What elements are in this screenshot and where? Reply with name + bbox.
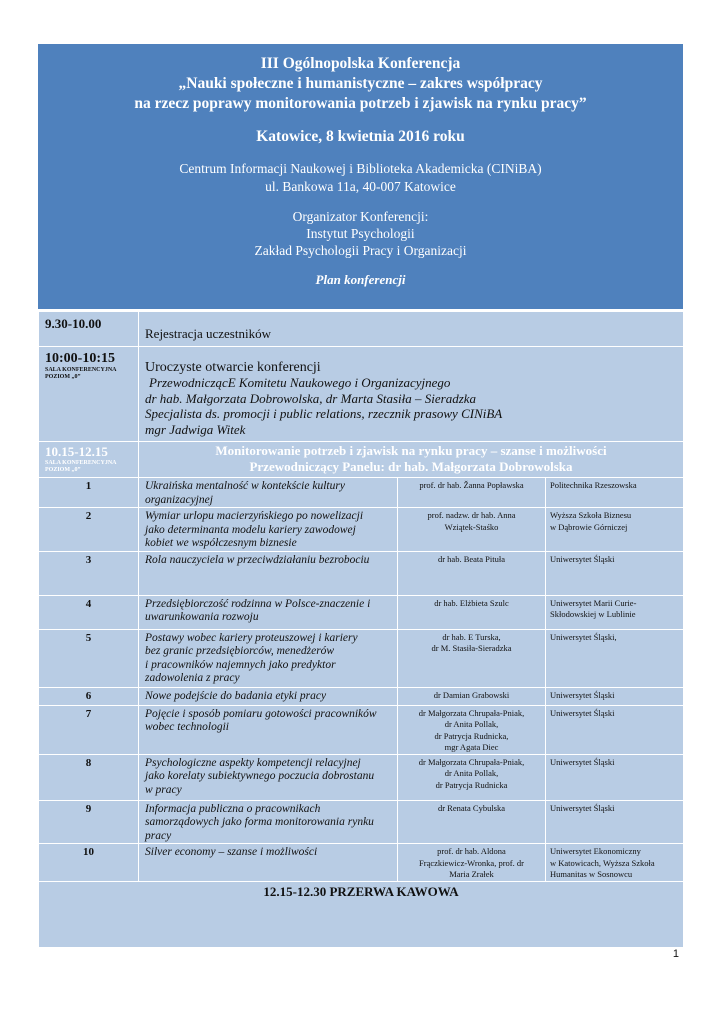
talk-authors [398, 705, 546, 754]
title-line: „Nauki społeczne i humanistyczne – zakres współpracy [178, 75, 543, 92]
talk-authors [398, 595, 546, 629]
session-title [139, 442, 684, 478]
talk-institution-line: Uniwersytet Śląski [550, 756, 615, 767]
registration-text: Rejestracja uczestników [139, 312, 684, 347]
venue-line: Centrum Informacji Naukowej i Biblioteka Akademicka (CINiBA) [179, 161, 542, 176]
venue-line: ul. Bankowa 11a, 40-007 Katowice [265, 179, 456, 194]
organizer [38, 208, 683, 259]
session-chair: Przewodniczący Panelu: dr hab. Małgorzata Dobrowolska [249, 459, 573, 474]
talk-number: 3 [39, 551, 139, 595]
talk-institution [546, 478, 684, 508]
time-cell [39, 312, 139, 347]
talk-row [39, 595, 684, 629]
talk-topic-line: w pracy [145, 783, 182, 796]
talk-institution [546, 705, 684, 754]
talk-authors [398, 754, 546, 800]
talk-topic [139, 844, 398, 882]
talk-topic [139, 478, 398, 508]
talk-topic-line: wobec technologii [145, 721, 229, 733]
talk-institution-line: Humanitas w Sosnowcu [550, 869, 633, 879]
talk-row [39, 629, 684, 687]
talk-institution-line: Uniwersytet Śląski, [550, 631, 617, 642]
talk-topic-line: bez granic przedsiębiorców, menedżerów [145, 645, 335, 657]
talk-topic [139, 800, 398, 844]
talk-topic-line: organizacyjnej [145, 493, 213, 506]
conference-program [38, 44, 683, 948]
talk-topic-line: Przedsiębiorczość rodzinna w Polsce-znaczenie i [145, 597, 371, 610]
talk-institution [546, 551, 684, 595]
talk-topic-line: Ukraińska mentalność w kontekście kultury [145, 480, 345, 492]
opening-chairs: dr hab. Małgorzata Dobrowolska, dr Marta Stasiła – Sieradzka [145, 390, 477, 406]
talk-row [39, 687, 684, 705]
opening-title: Uroczyste otwarcie konferencji [145, 359, 321, 375]
talk-authors-line: dr Renata Cybulska [437, 802, 506, 813]
talk-topic-line: Wymiar urlopu macierzyńskiego po nowelizacji [145, 510, 364, 522]
talk-institution [546, 687, 684, 705]
talk-institution-line: Uniwersytet Śląski [550, 707, 615, 718]
registration-row [39, 312, 684, 347]
time-label: 10:00-10:15 [45, 350, 115, 366]
talk-institution-line: w Katowicach, Wyższa Szkoła [550, 857, 655, 868]
talk-authors [398, 800, 546, 844]
talk-topic-line: samorządowych jako forma monitorowania rynku [145, 816, 374, 828]
talk-institution-line: Politechnika Rzeszowska [550, 480, 637, 490]
break-label: 12.15-12.30 PRZERWA KAWOWA [39, 881, 684, 947]
plan-label: Plan konferencji [315, 272, 406, 287]
talk-topic-line: Psychologiczne aspekty kompetencji relacyjnej [145, 756, 361, 769]
talk-institution-line: Wyższa Szkoła Biznesu [550, 510, 632, 520]
talk-authors [398, 844, 546, 882]
break-row [39, 881, 684, 947]
talk-authors-line: Maria Zrałek [449, 869, 494, 879]
talk-number: 2 [39, 508, 139, 552]
talk-topic [139, 551, 398, 595]
session-row [39, 442, 684, 478]
talk-institution [546, 508, 684, 552]
opening-description [139, 346, 684, 442]
talk-topic-line: Nowe podejście do badania etyki pracy [145, 689, 327, 702]
talk-row [39, 478, 684, 508]
talk-row [39, 551, 684, 595]
talk-row [39, 844, 684, 882]
room-label: POZIOM „0” [45, 373, 81, 380]
talk-topic [139, 705, 398, 754]
talk-institution-line: Uniwersytet Śląski [550, 689, 615, 700]
talk-authors-line: dr Anita Pollak, [444, 719, 499, 729]
page-number: 1 [672, 948, 679, 960]
talk-topic-line: Rola nauczyciela w przeciwdziałaniu bezrobociu [145, 553, 370, 566]
organizer-line: Organizator Konferencji: [292, 209, 429, 224]
time-label: 9.30-10.00 [45, 316, 102, 331]
talk-topic-line: jako determinanta modelu kariery zawodowej [145, 523, 356, 536]
talk-row [39, 754, 684, 800]
time-label: 10.15-12.15 [45, 444, 108, 459]
conference-date: Katowice, 8 kwietnia 2016 roku [256, 128, 465, 145]
title-line: na rzecz poprawy monitorowania potrzeb i zjawisk na rynku pracy” [134, 95, 587, 112]
talk-number: 7 [39, 705, 139, 754]
conference-title [38, 54, 683, 114]
opening-chairs-label: PrzewodniczącE Komitetu Naukowego i Organizacyjnego [149, 375, 451, 390]
organizer-line: Zakład Psychologii Pracy i Organizacji [254, 243, 467, 258]
opening-pr-person: mgr Jadwiga Witek [145, 421, 246, 437]
talk-institution-line: Uniwersytet Śląski [550, 553, 615, 564]
talk-topic [139, 754, 398, 800]
talk-topic [139, 595, 398, 629]
talk-authors [398, 478, 546, 508]
talk-topic-line: i pracowników najemnych jako predyktor [145, 658, 336, 671]
talk-authors [398, 508, 546, 552]
talk-institution-line: Uniwersytet Ekonomiczny [550, 846, 641, 856]
talk-institution [546, 800, 684, 844]
talk-topic-line: jako korelaty subiektywnego poczucia dobrostanu [145, 770, 375, 782]
talk-authors-line: dr hab. Elżbieta Szulc [434, 597, 509, 608]
talk-row [39, 705, 684, 754]
session-title-line: Monitorowanie potrzeb i zjawisk na rynku pracy – szanse i możliwości [215, 443, 607, 458]
room-label: SALA KONFERENCYJNA [45, 366, 117, 373]
talk-topic [139, 687, 398, 705]
talk-authors-line: prof. nadzw. dr hab. Anna [427, 510, 516, 520]
talk-authors-line: prof. dr hab. Aldona [437, 846, 506, 856]
talk-topic-line: pracy [145, 829, 172, 842]
talk-authors [398, 687, 546, 705]
talk-authors-line: dr Anita Pollak, [444, 768, 499, 778]
talk-authors-line: mgr Agata Diec [444, 742, 499, 752]
time-cell [39, 346, 139, 442]
room-label: POZIOM „0” [45, 467, 81, 473]
talk-authors [398, 629, 546, 687]
organizer-line: Instytut Psychologii [306, 226, 415, 241]
talk-institution [546, 844, 684, 882]
opening-pr-label: Specjalista ds. promocji i public relations, rzecznik prasowy CINiBA [145, 406, 503, 421]
talk-topic [139, 508, 398, 552]
talk-authors-line: dr Patrycja Rudnicka, [434, 730, 509, 741]
talk-number: 9 [39, 800, 139, 844]
talk-institution-line: Uniwersytet Marii Curie- [550, 597, 637, 608]
talk-authors-line: Frączkiewicz-Wronka, prof. dr [419, 857, 524, 868]
talk-authors-line: prof. dr hab. Žanna Popławska [419, 480, 524, 490]
talk-authors-line: dr Małgorzata Chrupała-Pniak, [418, 707, 525, 718]
title-line: III Ogólnopolska Konferencja [260, 55, 461, 72]
talk-institution [546, 629, 684, 687]
talk-number: 5 [39, 629, 139, 687]
talk-authors [398, 551, 546, 595]
room-label: SALA KONFERENCYJNA [45, 460, 117, 466]
talk-number: 6 [39, 687, 139, 705]
talk-authors-line: dr hab. Beata Pituła [437, 553, 506, 564]
talk-authors-line: dr M. Stasiła-Sieradzka [431, 643, 512, 653]
talk-topic-line: kobiet we współczesnym biznesie [145, 537, 297, 549]
talk-institution-line: Uniwersytet Śląski [550, 802, 615, 813]
talk-authors-line: Wziątek-Staśko [444, 521, 499, 532]
talk-number: 1 [39, 478, 139, 508]
talk-authors-line: dr Małgorzata Chrupała-Pniak, [418, 756, 525, 767]
talk-authors-line: dr Damian Grabowski [433, 689, 510, 700]
venue [38, 160, 683, 196]
talk-topic-line: Postawy wobec kariery proteuszowej i kariery [145, 631, 358, 644]
schedule-table [38, 311, 684, 948]
talk-number: 10 [39, 844, 139, 882]
talk-number: 4 [39, 595, 139, 629]
talk-topic [139, 629, 398, 687]
talk-topic-line: Informacja publiczna o pracownikach [145, 802, 321, 815]
talk-institution-line: w Dąbrowie Górniczej [550, 521, 628, 532]
time-cell [39, 442, 139, 478]
talk-topic-line: Silver economy – szanse i możliwości [145, 846, 318, 858]
talk-topic-line: Pojęcie i sposób pomiaru gotowości pracowników [145, 707, 377, 720]
talk-row [39, 508, 684, 552]
talk-authors-line: dr hab. E Turska, [442, 631, 501, 642]
talk-authors-line: dr Patrycja Rudnicka [435, 779, 508, 790]
talk-institution-line: Skłodowskiej w Lublinie [550, 609, 636, 619]
talk-number: 8 [39, 754, 139, 800]
program-header [38, 44, 683, 309]
talk-institution [546, 595, 684, 629]
talk-topic-line: uwarunkowania rozwoju [145, 611, 259, 623]
talk-institution [546, 754, 684, 800]
talk-topic-line: zadowolenia z pracy [145, 672, 240, 684]
opening-row [39, 346, 684, 442]
talk-row [39, 800, 684, 844]
